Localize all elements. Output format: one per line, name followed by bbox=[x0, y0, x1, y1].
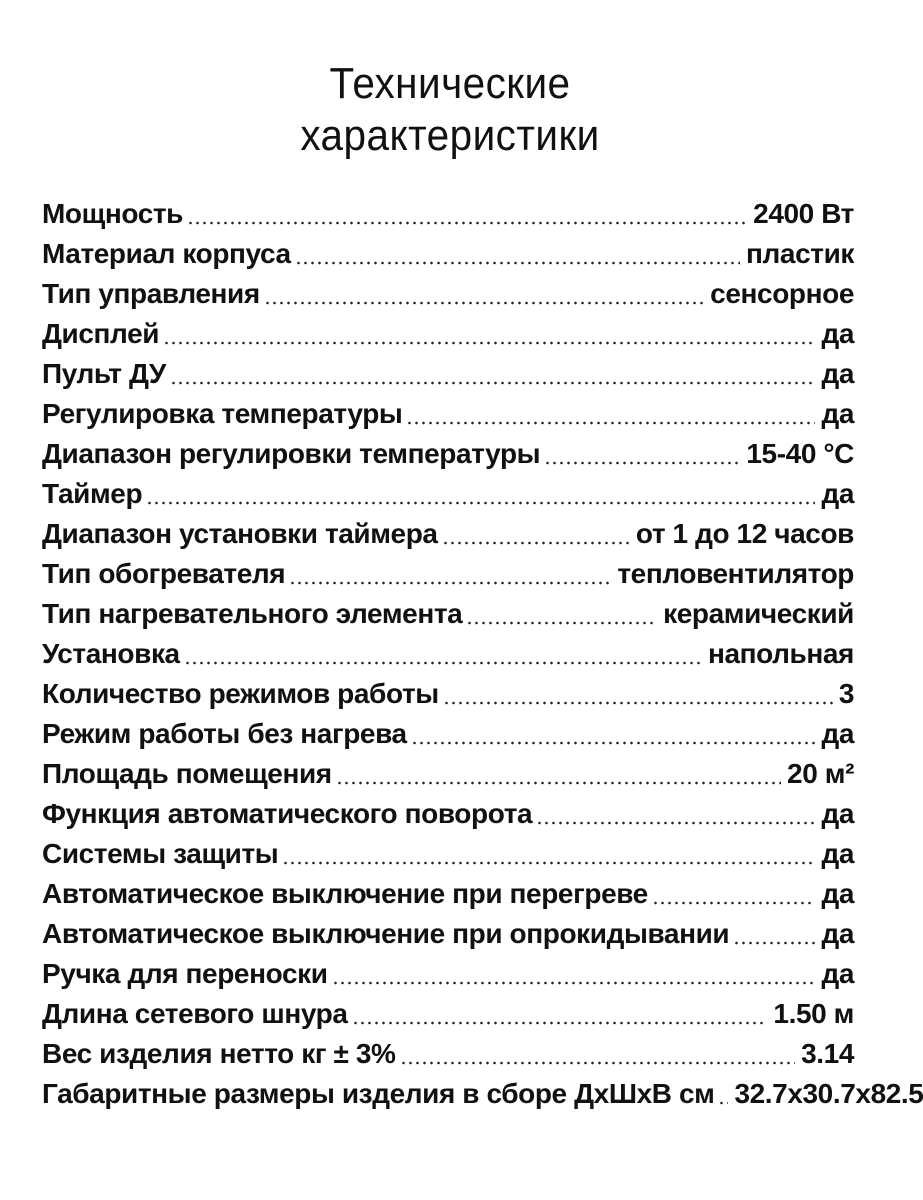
spec-value: 20 м² bbox=[787, 758, 854, 789]
spec-label: Автоматическое выключение при перегреве bbox=[42, 878, 648, 909]
spec-label: Регулировка температуры bbox=[42, 398, 403, 429]
dot-leader bbox=[295, 261, 740, 265]
dot-leader bbox=[544, 461, 740, 465]
dot-leader bbox=[652, 901, 816, 905]
spec-value: керамический bbox=[663, 598, 854, 629]
spec-label: Режим работы без нагрева bbox=[42, 718, 407, 749]
spec-row-timer-range bbox=[42, 514, 854, 554]
page-title bbox=[36, 58, 864, 162]
spec-value: да bbox=[821, 798, 854, 829]
spec-label: Диапазон установки таймера bbox=[42, 518, 438, 549]
spec-value: 3 bbox=[838, 678, 854, 709]
spec-row-power bbox=[42, 194, 854, 234]
spec-value: пластик bbox=[746, 238, 854, 269]
spec-value: да bbox=[821, 398, 854, 429]
dot-leader bbox=[282, 861, 815, 865]
dot-leader bbox=[170, 381, 816, 385]
dot-leader bbox=[411, 741, 816, 745]
dot-leader bbox=[352, 1021, 768, 1025]
spec-label: Ручка для переноски bbox=[42, 958, 328, 989]
spec-value: 32.7x30.7x82.5 bbox=[734, 1078, 923, 1109]
spec-label: Тип нагревательного элемента bbox=[42, 598, 463, 629]
spec-label: Установка bbox=[42, 638, 180, 669]
spec-label: Диапазон регулировки температуры bbox=[42, 438, 541, 469]
spec-value: напольная bbox=[707, 638, 854, 669]
spec-value: сенсорное bbox=[710, 278, 854, 309]
spec-value: да bbox=[821, 358, 854, 389]
spec-row-temperature-range bbox=[42, 434, 854, 474]
spec-row-tip-over-shutoff bbox=[42, 914, 854, 954]
spec-row-remote-control bbox=[42, 354, 854, 394]
spec-label: Тип обогревателя bbox=[42, 558, 286, 589]
spec-value: 3.14 bbox=[801, 1038, 854, 1069]
spec-row-carry-handle bbox=[42, 954, 854, 994]
spec-row-no-heating-mode bbox=[42, 714, 854, 754]
spec-value: да bbox=[821, 878, 854, 909]
spec-label: Габаритные размеры изделия в сборе ДхШхВ см bbox=[42, 1078, 715, 1109]
spec-row-display bbox=[42, 314, 854, 354]
spec-label: Пульт ДУ bbox=[42, 358, 166, 389]
spec-row-room-area bbox=[42, 754, 854, 794]
spec-value: да bbox=[821, 478, 854, 509]
dot-leader bbox=[332, 981, 816, 985]
spec-row-overall-dimensions bbox=[42, 1074, 923, 1114]
spec-row-overheat-shutoff bbox=[42, 874, 854, 914]
spec-label: Таймер bbox=[42, 478, 143, 509]
spec-value: да bbox=[821, 958, 854, 989]
spec-row-protection-systems bbox=[42, 834, 854, 874]
spec-value: тепловентилятор bbox=[617, 558, 854, 589]
dot-leader bbox=[466, 621, 657, 625]
dot-leader bbox=[406, 421, 815, 425]
spec-label: Системы защиты bbox=[42, 838, 279, 869]
spec-label: Автоматическое выключение при опрокидывании bbox=[42, 918, 730, 949]
spec-value: да bbox=[821, 838, 854, 869]
spec-row-timer bbox=[42, 474, 854, 514]
spec-value: да bbox=[821, 718, 854, 749]
dot-leader bbox=[536, 821, 815, 825]
spec-row-temperature-control bbox=[42, 394, 854, 434]
spec-row-body-material bbox=[42, 234, 854, 274]
spec-value: 15-40 °С bbox=[746, 438, 854, 469]
dot-leader bbox=[163, 341, 815, 345]
specifications-list bbox=[42, 194, 923, 1114]
dot-leader bbox=[264, 301, 704, 305]
spec-value: от 1 до 12 часов bbox=[635, 518, 854, 549]
spec-label: Количество режимов работы bbox=[42, 678, 439, 709]
dot-leader bbox=[187, 221, 747, 225]
spec-label: Функция автоматического поворота bbox=[42, 798, 533, 829]
spec-label: Мощность bbox=[42, 198, 183, 229]
spec-row-operating-modes bbox=[42, 674, 854, 714]
dot-leader bbox=[443, 701, 833, 705]
spec-label: Вес изделия нетто кг ± 3% bbox=[42, 1038, 396, 1069]
spec-value: да bbox=[821, 918, 854, 949]
spec-row-net-weight bbox=[42, 1034, 854, 1074]
spec-label: Тип управления bbox=[42, 278, 260, 309]
dot-leader bbox=[184, 661, 702, 665]
spec-label: Длина сетевого шнура bbox=[42, 998, 348, 1029]
spec-row-heating-element-type bbox=[42, 594, 854, 634]
page-title-line-2: характеристики bbox=[300, 111, 600, 160]
spec-value: да bbox=[821, 318, 854, 349]
dot-leader bbox=[289, 581, 611, 585]
dot-leader bbox=[718, 1101, 728, 1105]
spec-label: Дисплей bbox=[42, 318, 160, 349]
dot-leader bbox=[336, 781, 781, 785]
spec-label: Материал корпуса bbox=[42, 238, 291, 269]
spec-row-heater-type bbox=[42, 554, 854, 594]
spec-value: 2400 Вт bbox=[753, 198, 854, 229]
page-title-line-1: Технические bbox=[329, 59, 571, 108]
dot-leader bbox=[442, 541, 630, 545]
spec-row-control-type bbox=[42, 274, 854, 314]
spec-row-cord-length bbox=[42, 994, 854, 1034]
dot-leader bbox=[400, 1061, 796, 1065]
dot-leader bbox=[146, 501, 815, 505]
spec-value: 1.50 м bbox=[773, 998, 854, 1029]
spec-row-installation bbox=[42, 634, 854, 674]
spec-row-auto-rotation bbox=[42, 794, 854, 834]
spec-label: Площадь помещения bbox=[42, 758, 332, 789]
dot-leader bbox=[733, 941, 815, 945]
